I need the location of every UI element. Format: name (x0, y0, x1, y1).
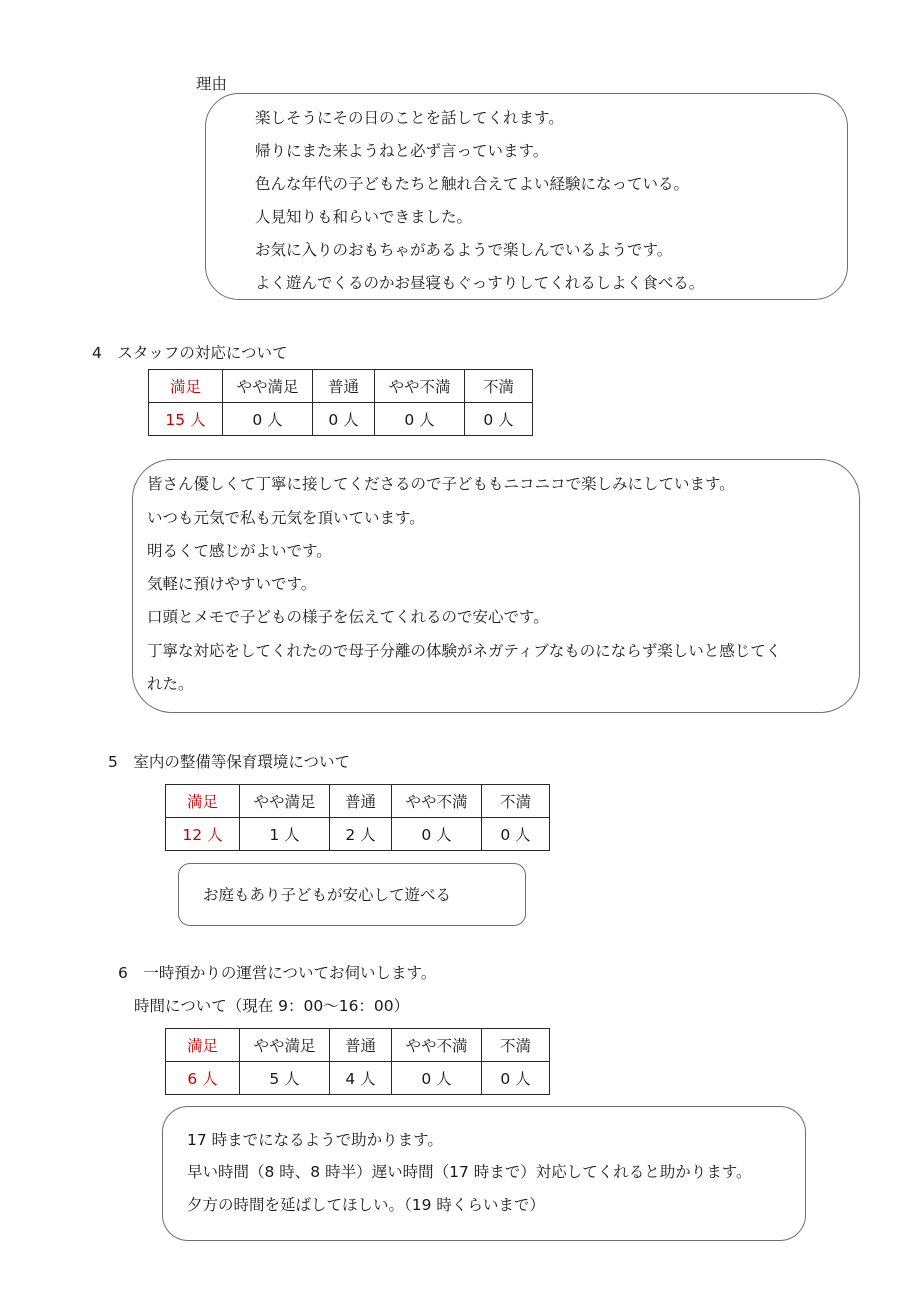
reason-heading: 理由 (196, 75, 228, 93)
comment-line: お気に入りのおもちゃがあるようで楽しんでいるようです。 (255, 241, 673, 259)
comment-line: 気軽に預けやすいです。 (147, 575, 317, 593)
rating-header-neutral: 普通 (330, 1029, 392, 1062)
rating-header-dissatisfied: 不満 (482, 1029, 550, 1062)
comment-line: 口頭とメモで子どもの様子を伝えてくれるので安心です。 (147, 608, 549, 626)
rating-count-neutral: 0 人 (313, 403, 375, 436)
comment-line: 人見知りも和らいできました。 (255, 208, 473, 226)
section4-heading: 4 スタッフの対応について (92, 344, 288, 362)
rating-count-satisfied: 12 人 (166, 818, 240, 851)
rating-header-somewhat-satisfied: やや満足 (240, 785, 330, 818)
section6-comment-box (162, 1106, 806, 1241)
rating-header-neutral: 普通 (313, 370, 375, 403)
comment-line: 帰りにまた来ようねと必ず言っています。 (255, 142, 549, 160)
rating-count-dissatisfied: 0 人 (482, 818, 550, 851)
rating-count-row (149, 403, 533, 436)
rating-header-somewhat-satisfied: やや満足 (223, 370, 313, 403)
comment-line: 楽しそうにその日のことを話してくれます。 (255, 109, 564, 127)
comment-line: 17 時までになるようで助かります。 (187, 1131, 443, 1149)
rating-count-satisfied: 6 人 (166, 1062, 240, 1095)
rating-count-neutral: 2 人 (330, 818, 392, 851)
comment-line: 夕方の時間を延ばしてほしい。（19 時くらいまで） (187, 1196, 545, 1214)
rating-count-row (166, 1062, 550, 1095)
rating-count-somewhat-dissatisfied: 0 人 (375, 403, 465, 436)
comment-line: 色んな年代の子どもたちと触れ合えてよい経験になっている。 (255, 175, 690, 193)
rating-count-somewhat-satisfied: 1 人 (240, 818, 330, 851)
comment-line: れた。 (147, 675, 194, 693)
rating-header-somewhat-dissatisfied: やや不満 (392, 785, 482, 818)
comment-line: 丁寧な対応をしてくれたので母子分離の体験がネガティブなものにならず楽しいと感じてく (147, 642, 782, 660)
rating-header-dissatisfied: 不満 (465, 370, 533, 403)
rating-count-row (166, 818, 550, 851)
rating-header-row (166, 1029, 550, 1062)
rating-count-dissatisfied: 0 人 (482, 1062, 550, 1095)
rating-header-dissatisfied: 不満 (482, 785, 550, 818)
rating-header-satisfied: 満足 (166, 785, 240, 818)
section4-rating-table (148, 369, 533, 436)
comment-line: よく遊んでくるのかお昼寝もぐっすりしてくれるしよく食べる。 (255, 274, 705, 292)
comment-line: お庭もあり子どもが安心して遊べる (203, 886, 452, 904)
section5-rating-table (165, 784, 550, 851)
rating-count-somewhat-satisfied: 5 人 (240, 1062, 330, 1095)
section6-rating-table (165, 1028, 550, 1095)
rating-header-neutral: 普通 (330, 785, 392, 818)
rating-header-row (166, 785, 550, 818)
rating-count-somewhat-dissatisfied: 0 人 (392, 1062, 482, 1095)
section5-comment-box (178, 863, 526, 926)
comment-line: 皆さん優しくて丁寧に接してくださるので子どももニコニコで楽しみにしています。 (147, 475, 735, 493)
rating-header-somewhat-dissatisfied: やや不満 (392, 1029, 482, 1062)
rating-header-row (149, 370, 533, 403)
rating-header-somewhat-satisfied: やや満足 (240, 1029, 330, 1062)
rating-header-satisfied: 満足 (166, 1029, 240, 1062)
reason-comment-box (205, 93, 848, 300)
comment-line: 早い時間（8 時、8 時半）遅い時間（17 時まで）対応してくれると助かります。 (187, 1163, 752, 1181)
rating-count-neutral: 4 人 (330, 1062, 392, 1095)
rating-count-somewhat-dissatisfied: 0 人 (392, 818, 482, 851)
comment-line: 明るくて感じがよいです。 (147, 542, 332, 560)
rating-count-satisfied: 15 人 (149, 403, 223, 436)
section5-heading: 5 室内の整備等保育環境について (108, 753, 351, 771)
rating-count-dissatisfied: 0 人 (465, 403, 533, 436)
rating-header-satisfied: 満足 (149, 370, 223, 403)
comment-line: いつも元気で私も元気を頂いています。 (147, 509, 425, 527)
section6-subheading: 時間について（現在 9：00～16：00） (134, 997, 410, 1015)
rating-header-somewhat-dissatisfied: やや不満 (375, 370, 465, 403)
section6-heading: 6 一時預かりの運営についてお伺いします。 (118, 964, 437, 982)
section4-comment-box (132, 459, 860, 713)
rating-count-somewhat-satisfied: 0 人 (223, 403, 313, 436)
